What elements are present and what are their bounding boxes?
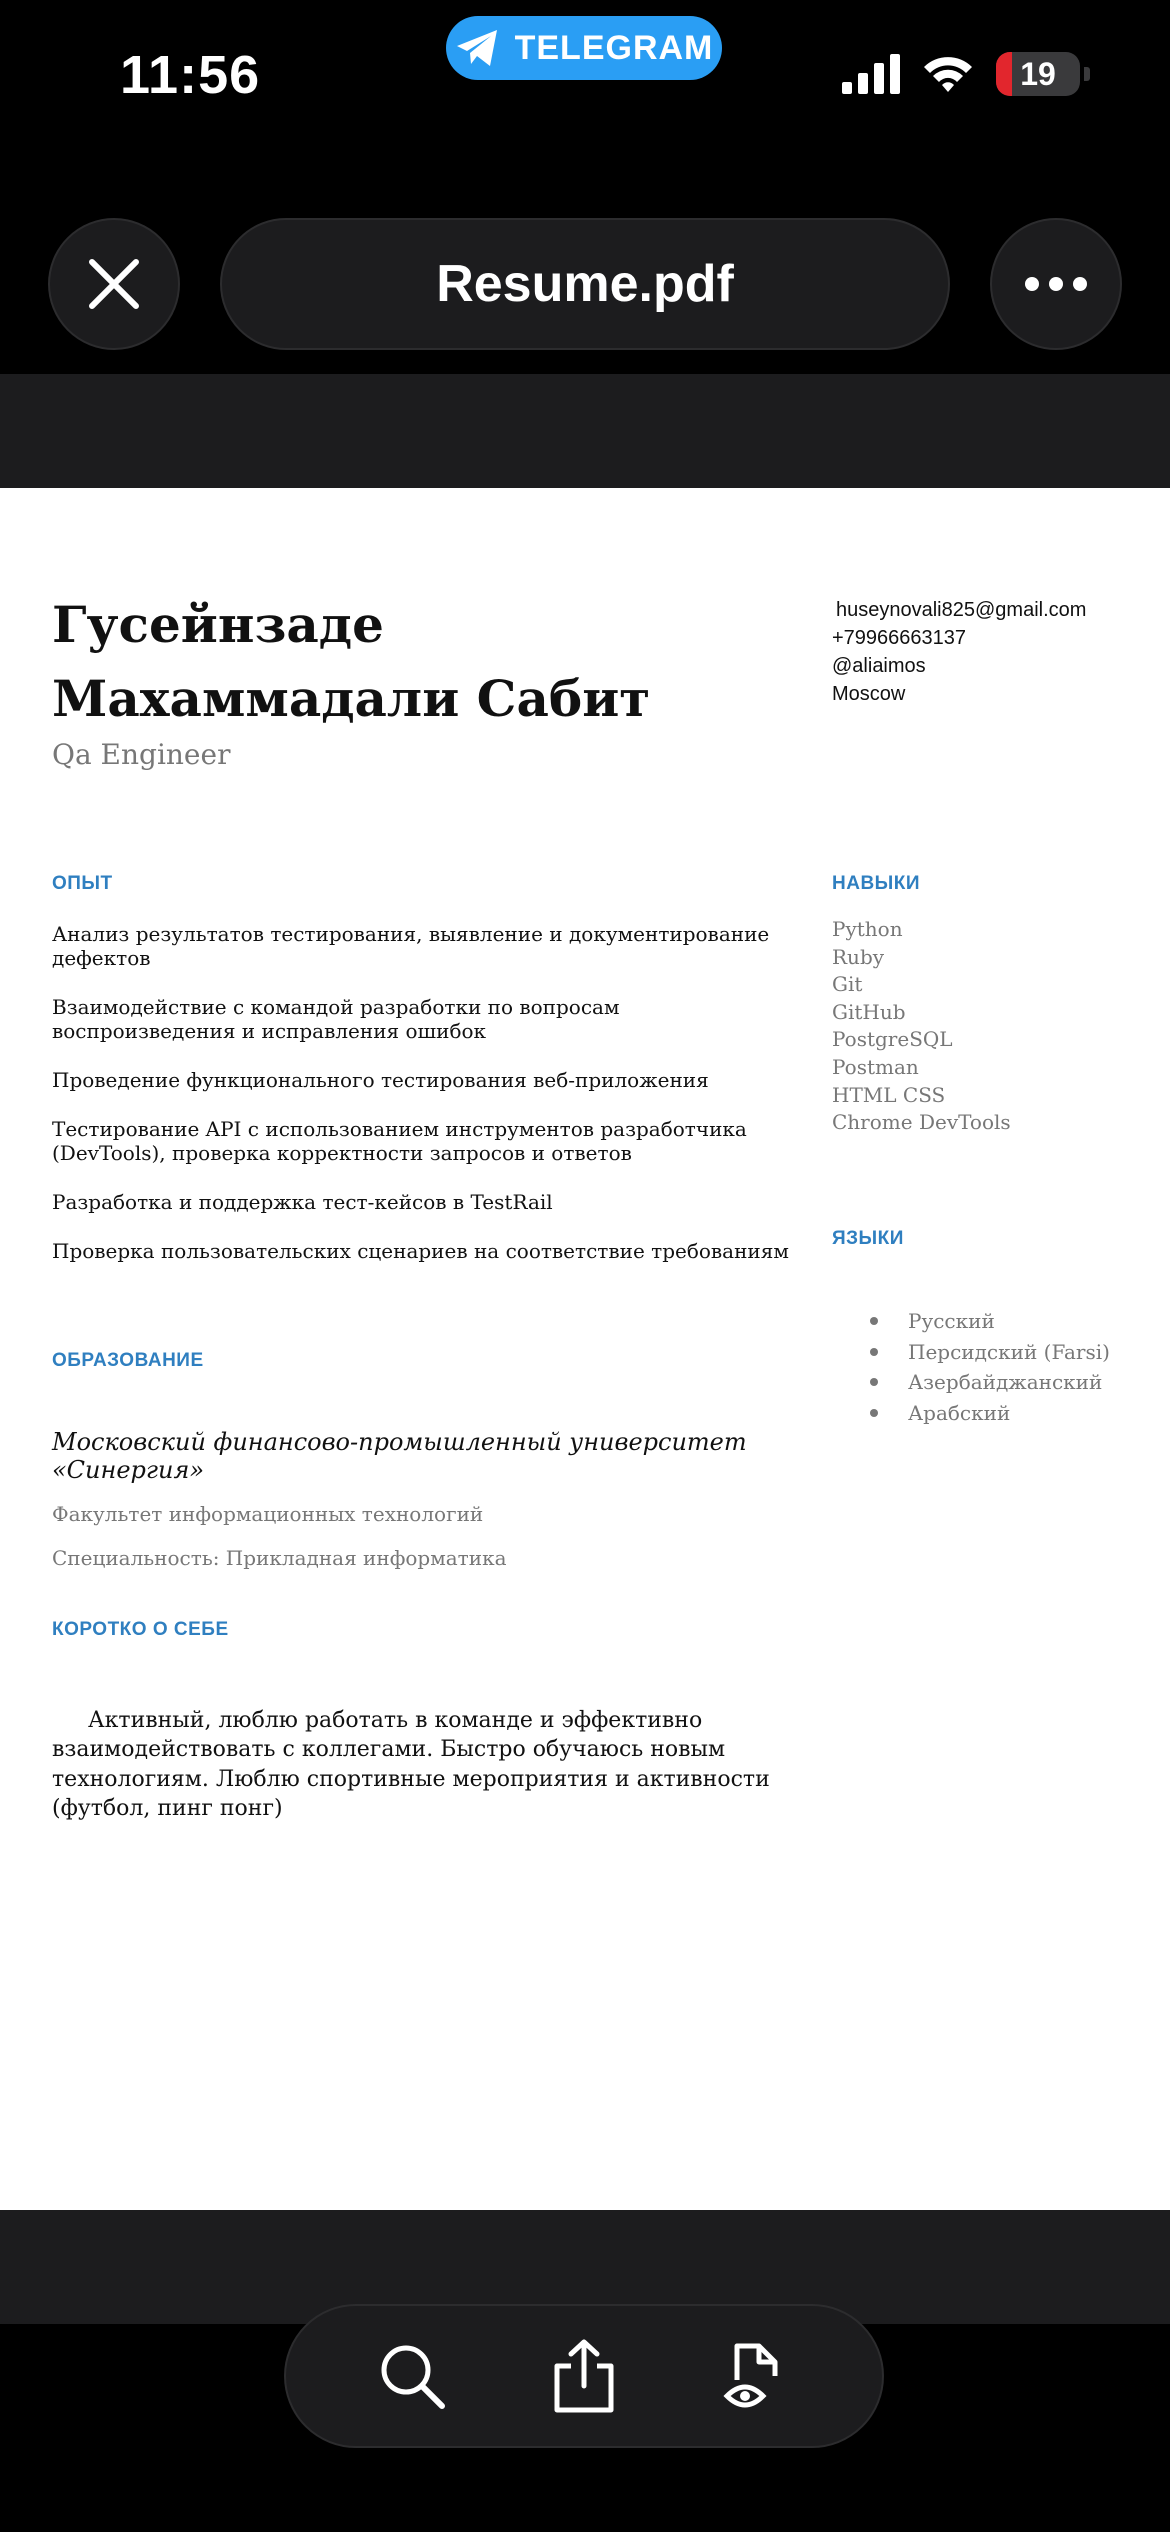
more-button[interactable] — [990, 218, 1122, 350]
contact-city: Moscow — [832, 683, 906, 705]
close-button[interactable] — [48, 218, 180, 350]
resume-name — [52, 588, 772, 736]
more-icon — [1024, 276, 1088, 292]
language-item — [870, 1306, 1110, 1337]
pdf-page[interactable] — [0, 488, 1170, 2210]
bullet-icon — [870, 1409, 878, 1417]
skills-heading: НАВЫКИ — [832, 873, 921, 894]
experience-item: Взаимодействие с командой разработки по вопросам воспроизведения и исправления ошибок — [52, 995, 620, 1043]
skill-item: PostgreSQL — [832, 1027, 953, 1052]
language-item — [870, 1367, 1110, 1398]
battery-level: 19 — [1020, 55, 1056, 92]
skill-item: Postman — [832, 1054, 919, 1079]
experience-item: Тестирование API с использованием инструментов разработчика (DevTools), проверка корректности запросов и ответов — [52, 1117, 747, 1165]
about-text: Активный, люблю работать в команде и эффективно взаимодействовать с коллегами. Быстро обучаюсь новым технологиям. Люблю спортивные мероприятия и активности (футбол, пинг понг) — [52, 1708, 770, 1822]
skill-item: Ruby — [832, 944, 885, 969]
name-line-2: Махаммадали Сабит — [52, 669, 651, 728]
language-item — [870, 1337, 1110, 1368]
wifi-icon — [922, 54, 974, 94]
education-heading: ОБРАЗОВАНИЕ — [52, 1350, 204, 1371]
telegram-icon — [455, 28, 501, 68]
search-button[interactable] — [362, 2326, 462, 2426]
experience-list — [52, 922, 792, 1288]
battery-icon — [996, 52, 1080, 96]
contacts — [832, 596, 1086, 708]
battery-fill — [996, 52, 1012, 96]
battery-tip — [1084, 67, 1090, 81]
resume-role: Qa Engineer — [52, 738, 231, 771]
education-specialty: Специальность: Прикладная информатика — [52, 1546, 507, 1570]
search-icon — [378, 2342, 446, 2410]
language-label: Русский — [908, 1309, 995, 1333]
status-time: 11:56 — [120, 45, 261, 105]
markup-button[interactable] — [706, 2326, 806, 2426]
bullet-icon — [870, 1348, 878, 1356]
share-button[interactable] — [534, 2326, 634, 2426]
markup-icon — [723, 2340, 789, 2412]
experience-item: Анализ результатов тестирования, выявление и документирование дефектов — [52, 922, 770, 970]
languages-list — [870, 1306, 1110, 1428]
share-icon — [551, 2338, 617, 2414]
telegram-return-pill[interactable] — [446, 16, 722, 80]
skill-item: Chrome DevTools — [832, 1110, 1011, 1135]
contact-phone[interactable]: +79966663137 — [832, 627, 967, 649]
skill-item: Python — [832, 917, 903, 941]
language-item — [870, 1398, 1110, 1429]
telegram-label: TELEGRAM — [514, 28, 714, 67]
skill-item: GitHub — [832, 999, 906, 1024]
experience-item: Разработка и поддержка тест-кейсов в TestRail — [52, 1190, 553, 1214]
close-icon — [86, 256, 142, 312]
bullet-icon — [870, 1317, 878, 1325]
language-label: Азербайджанский — [908, 1370, 1103, 1395]
about-heading: КОРОТКО О СЕБЕ — [52, 1619, 229, 1640]
contact-email[interactable]: huseynovali825@gmail.com — [836, 599, 1087, 621]
name-line-1: Гусейнзаде — [52, 595, 384, 654]
language-label: Персидский (Farsi) — [908, 1339, 1110, 1364]
contact-handle: @aliaimos — [832, 655, 926, 677]
bottom-toolbar — [284, 2304, 884, 2448]
bullet-icon — [870, 1378, 878, 1386]
education-faculty: Факультет информационных технологий — [52, 1502, 484, 1526]
skills-list — [832, 916, 1011, 1137]
languages-heading: ЯЗЫКИ — [832, 1228, 904, 1249]
education-university: Московский финансово-промышленный университет «Синергия» — [52, 1428, 747, 1484]
skill-item: HTML CSS — [832, 1082, 946, 1107]
language-label: Арабский — [908, 1400, 1011, 1425]
cellular-signal-icon — [842, 54, 900, 94]
document-title: Resume.pdf — [220, 218, 950, 350]
status-icons — [842, 52, 1090, 96]
experience-heading: ОПЫТ — [52, 873, 113, 894]
viewer-top-margin — [0, 374, 1170, 488]
experience-item: Проверка пользовательских сценариев на соответствие требованиям — [52, 1239, 789, 1263]
experience-item: Проведение функционального тестирования веб-приложения — [52, 1068, 709, 1092]
skill-item: Git — [832, 972, 863, 997]
